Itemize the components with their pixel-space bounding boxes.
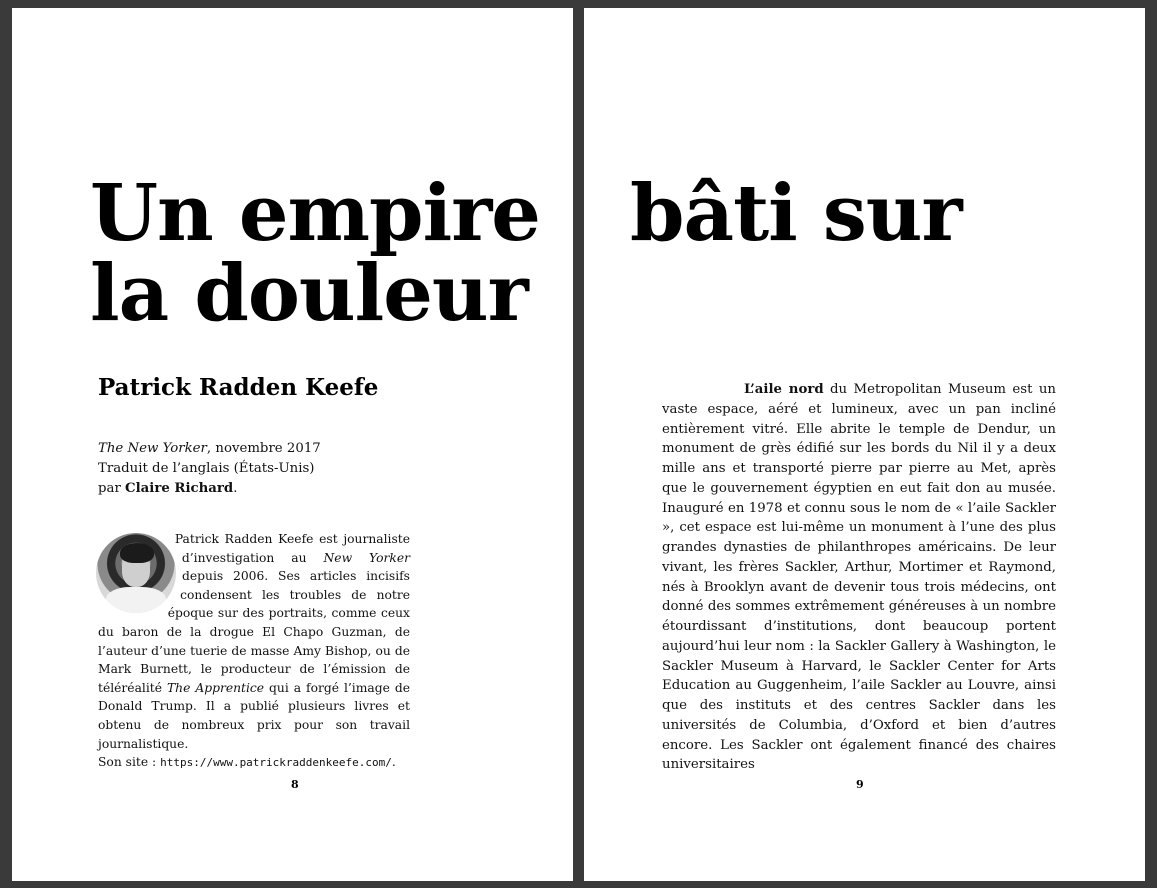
source-line: [98, 439, 428, 459]
title-line-1: Un empire: [90, 168, 540, 259]
title-line-3: bâti sur: [630, 168, 962, 259]
page-number-left: 8: [291, 778, 299, 791]
bio-show: The Apprentice: [166, 680, 265, 695]
page-number-right: 9: [856, 778, 864, 791]
site-url[interactable]: https://www.patrickraddenkeefe.com/: [160, 756, 392, 770]
bio-part-2: depuis 2006. Ses articles incisifs condensent les troubles de notre époque sur des portraits, comme ceux du baron de la drogue El Chapo Guzman, de l’auteur d’une tuerie de masse Amy Bishop, ou de Mark Burnett, le producteur de l’émission de téléréalité: [98, 569, 410, 695]
author-bio: [98, 530, 410, 773]
chapter-lead: L’aile nord: [744, 382, 824, 397]
portrait-hair: [120, 543, 154, 563]
translator-line: [98, 479, 428, 499]
title-line-2: la douleur: [90, 248, 528, 339]
left-page: [12, 8, 573, 881]
author-portrait: [96, 533, 176, 613]
chapter-body: [662, 380, 1056, 775]
translation-line: Traduit de l’anglais (États-Unis): [98, 461, 315, 476]
source-publication: The New Yorker: [98, 441, 207, 456]
bio-part-3: qui a forgé l’image de Donald Trump. Il a publié plusieurs livres et obtenu de nombreux prix pour son travail journalistique.: [98, 680, 410, 751]
author-name: Patrick Radden Keefe: [98, 374, 379, 401]
bio-site: [98, 753, 410, 773]
portrait-shirt: [106, 587, 166, 613]
translator-suffix: .: [233, 481, 238, 496]
right-page: [584, 8, 1145, 881]
site-end: .: [391, 755, 396, 770]
bio-magazine: New Yorker: [323, 550, 410, 565]
book-title-part-2: [630, 168, 962, 259]
translator-prefix: par: [98, 481, 126, 496]
bio-part-1: Patrick Radden Keefe est journaliste d’investigation au: [174, 532, 410, 565]
chapter-text: du Metropolitan Museum est un vaste espace, aéré et lumineux, avec un pan incliné entièrement vitré. Elle abrite le temple de Dendur, un monument de grès édifié sur les bords du Nil il y a deux mille ans et transporté pierre par pierre au Met, après que le gouvernement égyptien en eut fait don au musée. Inauguré en 1978 et connu sous le nom de « l’aile Sackler », cet espace est lui-même un monument à l’une des plus grandes dynasties de philanthropes américains. De leur vivant, les frères Sackler, Arthur, Mortimer et Raymond, nés à Brooklyn avant de devenir tous trois médecins, ont donné des sommes extrêmement généreuses à un nombre étourdissant d’institutions, dont beaucoup portent aujourd’hui leur nom : la Sackler Gallery à Washington, le Sackler Museum à Harvard, le Sackler Center for Arts Education au Guggenheim, l’aile Sackler au Louvre, ainsi que des instituts et des centres Sackler dans les universités de Columbia, d’Oxford et bien d’autres encore. Les Sackler ont également financé des chaires universitaires: [662, 382, 1056, 773]
translator-name: Claire Richard: [125, 481, 234, 496]
publication-info: [98, 439, 428, 499]
source-date: , novembre 2017: [206, 441, 321, 456]
book-title-part-1: [90, 168, 540, 339]
site-label: Son site :: [98, 755, 161, 770]
